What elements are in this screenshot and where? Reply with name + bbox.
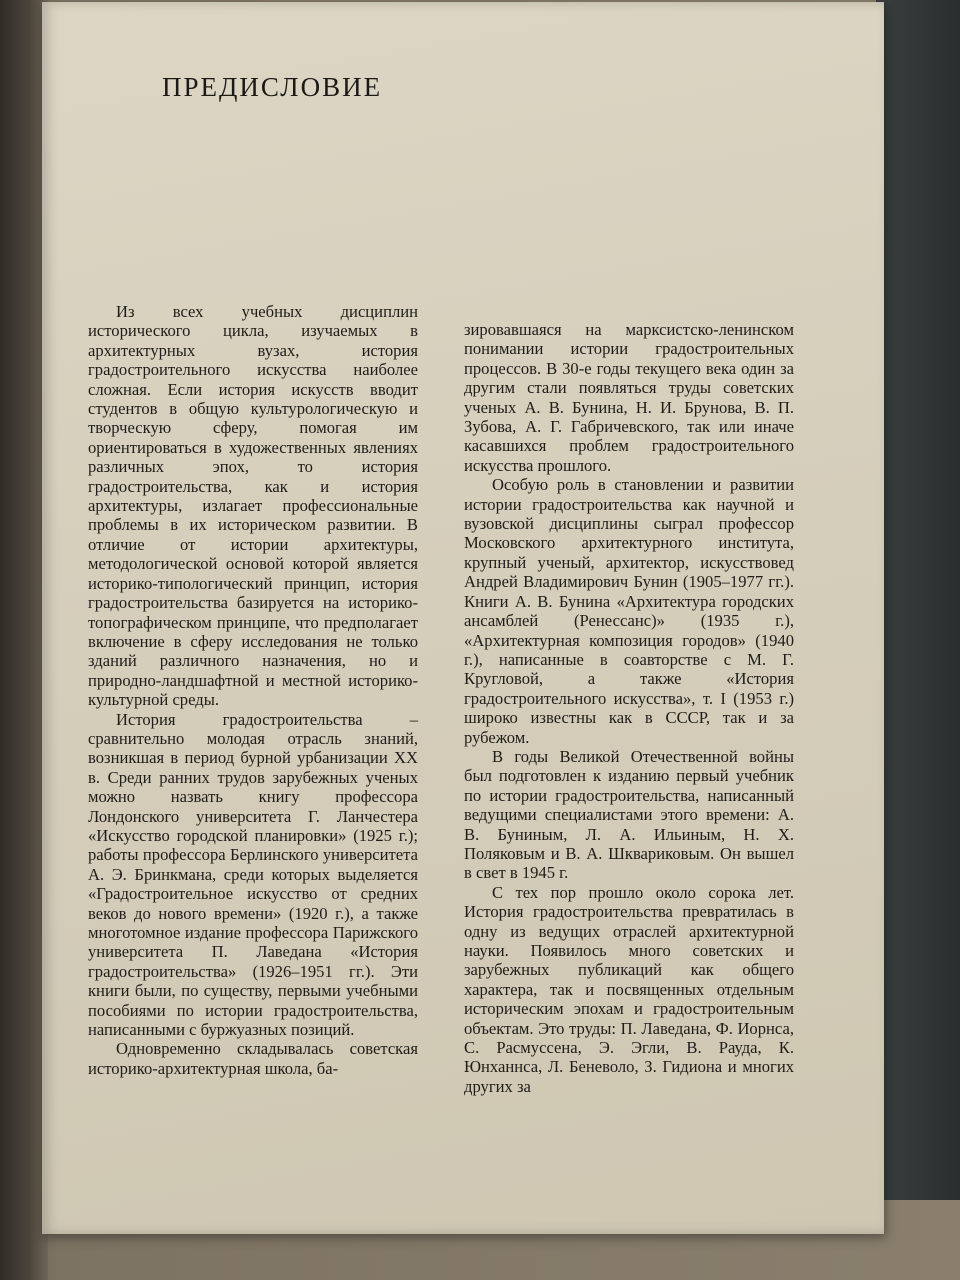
text-column-right (464, 320, 794, 1096)
page-title: ПРЕДИСЛОВИЕ (162, 72, 383, 102)
paragraph: История градостроительства – сравнительно молодая отрасль знаний, возникшая в период бурной урбанизации XX в. Среди ранних трудов зарубежных ученых можно назвать книгу профессора Лондонского университета Г. Ланчестера «Искусство городской планировки» (1925 г.); работы профессора Берлинского университета А. Э. Бринкмана, среди которых выделяется «Градостроительное искусство от средних веков до нового времени» (1920 г.), а также многотомное издание профессора Парижского университета П. Лаведана «История градостроительства» (1926–1951 гг.). Эти книги были, по существу, первыми учебными пособиями по истории градостроительства, написанными с буржуазных позиций. (88, 709, 418, 1040)
book-page (42, 2, 884, 1234)
book-cover-edge (876, 0, 960, 1200)
paragraph: Особую роль в становлении и развитии истории градостроительства как научной и вузовской дисциплины сыграл профессор Московского архитектурного института, крупный ученый, архитектор, искусствовед Андрей Владимирович Бунин (1905–1977 гг.). Книги А. В. Бунина «Архитектура городских ансамблей (Ренессанс)» (1935 г.), «Архитектурная композиция городов» (1940 г.), написанные в соавторстве с М. Г. Кругловой, а также «История градостроительного искусства», т. I (1953 г.) широко известны как в СССР, так и за рубежом. (464, 475, 794, 747)
paragraph: Одновременно складывалась советская историко-архитектурная школа, ба- (88, 1039, 418, 1078)
book-spine-edge (0, 0, 48, 1280)
paragraph: С тех пор прошло около сорока лет. История градостроительства превратилась в одну из ведущих отраслей архитектурной науки. Появилось много советских и зарубежных публикаций как общего характера, так и посвященных отдельным историческим эпохам и градостроительным объектам. Это труды: П. Лаведана, Ф. Иорнса, С. Расмуссена, Э. Эгли, В. Рауда, К. Юнханнса, Л. Беневоло, З. Гидиона и многих других за (464, 882, 794, 1096)
paragraph: Из всех учебных дисциплин исторического цикла, изучаемых в архитектурных вузах, история градостроительного искусства наиболее сложная. Если история искусств вводит студентов в общую культурологическую и творческую сферу, помогая им ориентироваться в художественных явлениях различных эпох, то история градостроительства, как и история архитектуры, излагает профессиональные проблемы в их историческом развитии. В отличие от истории архитектуры, методологической основой которой является историко-типологический принцип, история градостроительства базируется на историко-топографическом принципе, что предполагает включение в сферу исследования не только зданий различного назначения, но и природно-ландшафтной и местной историко-культурной среды. (88, 302, 418, 710)
paragraph: В годы Великой Отечественной войны был подготовлен к изданию первый учебник по истории градостроительства, написанный ведущими специалистами этого времени: А. В. Буниным, Л. А. Ильиным, Н. Х. Поляковым и В. А. Шквариковым. Он вышел в свет в 1945 г. (464, 746, 794, 883)
paragraph-continued: зировавшаяся на марксистско-ленинском понимании истории градостроительных процессов. В 30-е годы текущего века один за другим стали появляться труды советских ученых А. В. Бунина, Н. И. Брунова, В. П. Зубова, А. Г. Габричевского, так или иначе касавшихся проблем градостроительного искусства прошлого. (464, 320, 794, 475)
text-column-left (88, 302, 418, 1078)
